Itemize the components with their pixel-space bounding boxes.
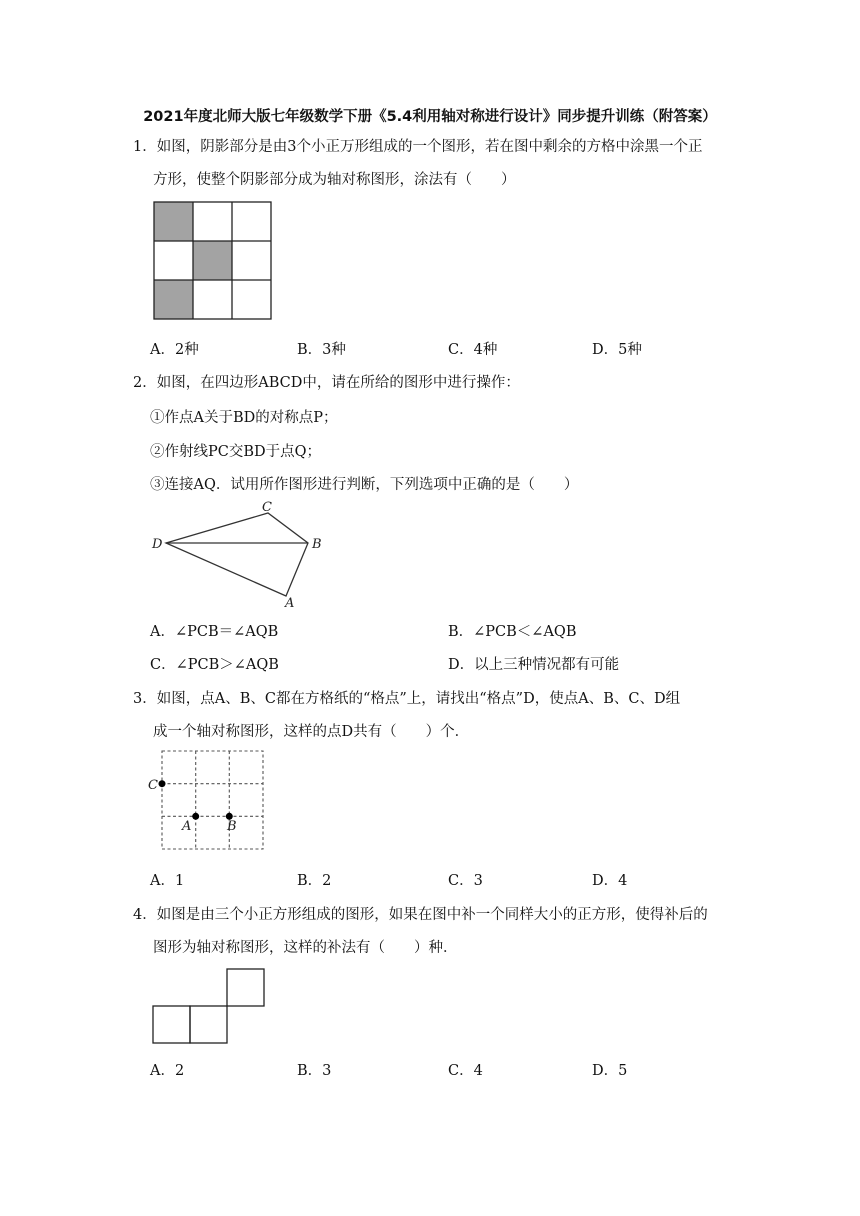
q3-label-b: B	[227, 819, 237, 834]
q4-squares-figure	[150, 966, 268, 1048]
q1-shaded-square	[154, 202, 193, 241]
q1-shaded-square	[154, 280, 193, 319]
q4-text-line2: 图形为轴对称图形，这样的补法有（ ）种．	[153, 940, 458, 956]
q1-option-b[interactable]: B．3种	[297, 342, 346, 358]
q2-label-a: A	[285, 596, 295, 611]
q4-text-line1: 4．如图是由三个小正方形组成的图形，如果在图中补一个同样大小的正方形，使得补后的	[133, 907, 708, 923]
q1-option-d[interactable]: D．5种	[592, 342, 642, 358]
q1-shaded-square	[193, 241, 232, 280]
q4-square	[190, 1006, 227, 1043]
q4-option-c[interactable]: C．4	[448, 1063, 483, 1079]
page-title: 2021年度北师大版七年级数学下册《5.4利用轴对称进行设计》同步提升训练（附答案）	[143, 109, 717, 125]
q3-option-a[interactable]: A．1	[150, 873, 185, 889]
q4-option-d[interactable]: D．5	[592, 1063, 628, 1079]
q3-label-a: A	[182, 819, 192, 834]
q2-quadrilateral-figure	[148, 496, 348, 612]
q3-text-line2: 成一个轴对称图形，这样的点D共有（ ）个．	[153, 724, 470, 740]
q2-option-a[interactable]: A．∠PCB＝∠AQB	[150, 624, 279, 640]
q2-option-c[interactable]: C．∠PCB＞∠AQB	[150, 657, 279, 673]
q2-text-line1: 2．如图，在四边形ABCD中，请在所给的图形中进行操作：	[133, 375, 520, 391]
q2-option-b[interactable]: B．∠PCB＜∠AQB	[448, 624, 577, 640]
q3-point-a	[192, 813, 199, 820]
q1-text-line2: 方形，使整个阴影部分成为轴对称图形，涂法有（ ）	[153, 172, 516, 188]
q2-label-d: D	[152, 537, 163, 552]
q3-point-c	[159, 780, 166, 787]
q4-square	[153, 1006, 190, 1043]
q1-grid-figure	[150, 198, 276, 324]
q2-step1: ①作点A关于BD的对称点P；	[150, 410, 338, 426]
q3-option-d[interactable]: D．4	[592, 873, 628, 889]
q3-label-c: C	[148, 778, 158, 793]
q3-option-c[interactable]: C．3	[448, 873, 483, 889]
q1-text-line1: 1．如图，阴影部分是由3个小正万形组成的一个图形，若在图中剩余的方格中涂黑一个正	[133, 139, 703, 155]
q4-option-a[interactable]: A．2	[150, 1063, 185, 1079]
q3-option-b[interactable]: B．2	[297, 873, 332, 889]
q3-text-line1: 3．如图，点A、B、C都在方格纸的“格点”上，请找出“格点”D，使点A、B、C、D组	[133, 691, 681, 707]
q2-label-c: C	[262, 500, 272, 515]
q2-label-b: B	[312, 537, 322, 552]
q3-dot-grid-figure	[146, 748, 276, 854]
q4-square	[227, 969, 264, 1006]
q1-option-a[interactable]: A．2种	[150, 342, 199, 358]
q4-option-b[interactable]: B．3	[297, 1063, 332, 1079]
q2-step3: ③连接AQ．试用所作图形进行判断，下列选项中正确的是（ ）	[150, 477, 579, 493]
q2-step2: ②作射线PC交BD于点Q；	[150, 444, 322, 460]
q2-option-d[interactable]: D．以上三种情况都有可能	[448, 657, 620, 673]
q1-option-c[interactable]: C．4种	[448, 342, 498, 358]
